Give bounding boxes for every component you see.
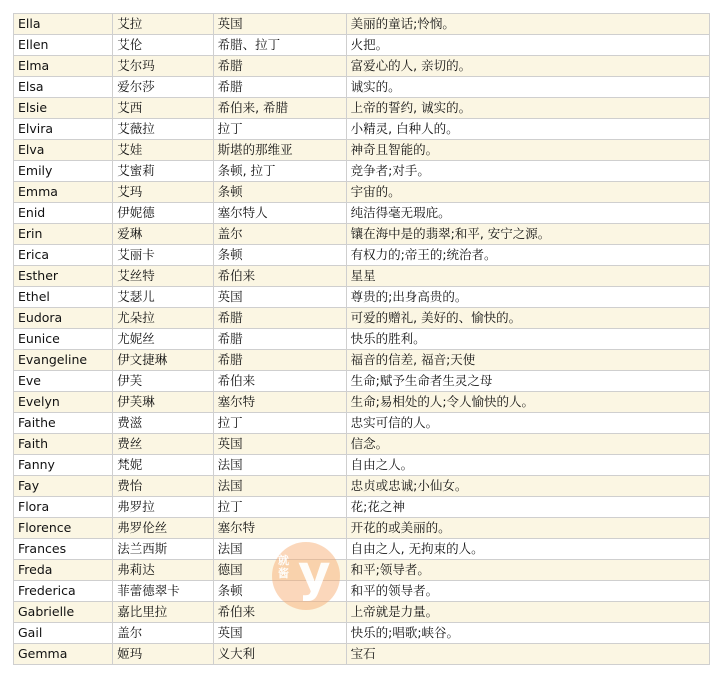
origin-cell: 希伯来 [213,266,346,287]
origin-cell: 条顿 [213,182,346,203]
table-row [14,203,710,224]
chinese-name-cell: 弗罗拉 [113,497,213,518]
table-row [14,497,710,518]
table-row [14,119,710,140]
table-row [14,266,710,287]
names-table [13,13,710,665]
origin-cell: 希腊、拉丁 [213,35,346,56]
meaning-cell: 宝石 [346,644,709,665]
chinese-name-cell: 盖尔 [113,623,213,644]
english-name-cell: Ellen [14,35,113,56]
chinese-name-cell: 艾娃 [113,140,213,161]
chinese-name-cell: 艾伦 [113,35,213,56]
english-name-cell: Faithe [14,413,113,434]
table-row [14,581,710,602]
chinese-name-cell: 艾瑟儿 [113,287,213,308]
origin-cell: 拉丁 [213,497,346,518]
origin-cell: 法国 [213,455,346,476]
origin-cell: 塞尔特 [213,392,346,413]
meaning-cell: 神奇且智能的。 [346,140,709,161]
meaning-cell: 镶在海中是的翡翠;和平, 安宁之源。 [346,224,709,245]
chinese-name-cell: 伊文捷琳 [113,350,213,371]
table-row [14,182,710,203]
english-name-cell: Gabrielle [14,602,113,623]
table-row [14,329,710,350]
table-row [14,224,710,245]
chinese-name-cell: 艾尔玛 [113,56,213,77]
english-name-cell: Eve [14,371,113,392]
origin-cell: 英国 [213,14,346,35]
english-name-cell: Enid [14,203,113,224]
table-row [14,35,710,56]
chinese-name-cell: 姬玛 [113,644,213,665]
meaning-cell: 尊贵的;出身高贵的。 [346,287,709,308]
names-table-body [14,14,710,665]
english-name-cell: Evangeline [14,350,113,371]
chinese-name-cell: 艾丝特 [113,266,213,287]
english-name-cell: Esther [14,266,113,287]
meaning-cell: 福音的信差, 福音;天使 [346,350,709,371]
chinese-name-cell: 尤朵拉 [113,308,213,329]
meaning-cell: 自由之人, 无拘束的人。 [346,539,709,560]
english-name-cell: Evelyn [14,392,113,413]
table-row [14,14,710,35]
table-row [14,287,710,308]
origin-cell: 希伯来 [213,602,346,623]
english-name-cell: Elva [14,140,113,161]
meaning-cell: 和平;领导者。 [346,560,709,581]
english-name-cell: Fay [14,476,113,497]
english-name-cell: Emily [14,161,113,182]
english-name-cell: Fanny [14,455,113,476]
chinese-name-cell: 艾丽卡 [113,245,213,266]
meaning-cell: 开花的或美丽的。 [346,518,709,539]
meaning-cell: 美丽的童话;怜悯。 [346,14,709,35]
meaning-cell: 星星 [346,266,709,287]
meaning-cell: 快乐的胜利。 [346,329,709,350]
table-row [14,539,710,560]
table-row [14,56,710,77]
origin-cell: 英国 [213,287,346,308]
english-name-cell: Frances [14,539,113,560]
meaning-cell: 信念。 [346,434,709,455]
english-name-cell: Emma [14,182,113,203]
chinese-name-cell: 艾拉 [113,14,213,35]
origin-cell: 拉丁 [213,413,346,434]
meaning-cell: 生命;赋予生命者生灵之母 [346,371,709,392]
english-name-cell: Gemma [14,644,113,665]
origin-cell: 希腊 [213,56,346,77]
chinese-name-cell: 伊芙 [113,371,213,392]
origin-cell: 义大利 [213,644,346,665]
chinese-name-cell: 艾玛 [113,182,213,203]
english-name-cell: Florence [14,518,113,539]
meaning-cell: 有权力的;帝王的;统治者。 [346,245,709,266]
english-name-cell: Faith [14,434,113,455]
origin-cell: 希腊 [213,329,346,350]
chinese-name-cell: 费滋 [113,413,213,434]
origin-cell: 希腊 [213,77,346,98]
table-row [14,140,710,161]
english-name-cell: Erica [14,245,113,266]
origin-cell: 法国 [213,539,346,560]
origin-cell: 塞尔特人 [213,203,346,224]
table-row [14,476,710,497]
watermark-letter: y [298,544,331,602]
meaning-cell: 诚实的。 [346,77,709,98]
origin-cell: 英国 [213,623,346,644]
table-row [14,392,710,413]
table-row [14,644,710,665]
english-name-cell: Gail [14,623,113,644]
chinese-name-cell: 菲蕾德翠卡 [113,581,213,602]
origin-cell: 条顿 [213,581,346,602]
chinese-name-cell: 爱尔莎 [113,77,213,98]
meaning-cell: 火把。 [346,35,709,56]
english-name-cell: Ethel [14,287,113,308]
origin-cell: 希伯来 [213,371,346,392]
english-name-cell: Frederica [14,581,113,602]
english-name-cell: Elsie [14,98,113,119]
chinese-name-cell: 伊芙琳 [113,392,213,413]
chinese-name-cell: 艾蜜莉 [113,161,213,182]
meaning-cell: 富爱心的人, 亲切的。 [346,56,709,77]
meaning-cell: 小精灵, 白种人的。 [346,119,709,140]
meaning-cell: 纯洁得毫无瑕庇。 [346,203,709,224]
chinese-name-cell: 费怡 [113,476,213,497]
english-name-cell: Elvira [14,119,113,140]
meaning-cell: 竞争者;对手。 [346,161,709,182]
english-name-cell: Eunice [14,329,113,350]
table-row [14,308,710,329]
chinese-name-cell: 伊妮德 [113,203,213,224]
table-row [14,245,710,266]
meaning-cell: 可爱的赠礼, 美好的、愉快的。 [346,308,709,329]
origin-cell: 斯堪的那维亚 [213,140,346,161]
watermark-text: 就酱 [278,554,289,580]
english-name-cell: Elma [14,56,113,77]
chinese-name-cell: 艾西 [113,98,213,119]
chinese-name-cell: 法兰西斯 [113,539,213,560]
meaning-cell: 和平的领导者。 [346,581,709,602]
origin-cell: 德国 [213,560,346,581]
table-row [14,77,710,98]
origin-cell: 盖尔 [213,224,346,245]
meaning-cell: 忠贞或忠诚;小仙女。 [346,476,709,497]
table-row [14,560,710,581]
meaning-cell: 快乐的;唱歌;峡谷。 [346,623,709,644]
chinese-name-cell: 尤妮丝 [113,329,213,350]
meaning-cell: 花;花之神 [346,497,709,518]
origin-cell: 希伯来, 希腊 [213,98,346,119]
english-name-cell: Eudora [14,308,113,329]
chinese-name-cell: 费丝 [113,434,213,455]
english-name-cell: Freda [14,560,113,581]
table-row [14,413,710,434]
chinese-name-cell: 梵妮 [113,455,213,476]
chinese-name-cell: 弗莉达 [113,560,213,581]
meaning-cell: 自由之人。 [346,455,709,476]
table-row [14,371,710,392]
meaning-cell: 上帝就是力量。 [346,602,709,623]
english-name-cell: Erin [14,224,113,245]
origin-cell: 条顿 [213,245,346,266]
table-row [14,161,710,182]
table-row [14,455,710,476]
english-name-cell: Elsa [14,77,113,98]
table-row [14,623,710,644]
table-row [14,518,710,539]
origin-cell: 拉丁 [213,119,346,140]
chinese-name-cell: 弗罗伦丝 [113,518,213,539]
origin-cell: 条顿, 拉丁 [213,161,346,182]
table-row [14,602,710,623]
chinese-name-cell: 艾薇拉 [113,119,213,140]
origin-cell: 塞尔特 [213,518,346,539]
table-row [14,350,710,371]
origin-cell: 英国 [213,434,346,455]
english-name-cell: Flora [14,497,113,518]
table-row [14,98,710,119]
chinese-name-cell: 嘉比里拉 [113,602,213,623]
origin-cell: 希腊 [213,350,346,371]
meaning-cell: 生命;易相处的人;令人愉快的人。 [346,392,709,413]
meaning-cell: 宇宙的。 [346,182,709,203]
chinese-name-cell: 爱琳 [113,224,213,245]
english-name-cell: Ella [14,14,113,35]
origin-cell: 法国 [213,476,346,497]
table-row [14,434,710,455]
origin-cell: 希腊 [213,308,346,329]
meaning-cell: 忠实可信的人。 [346,413,709,434]
watermark-logo [272,542,340,610]
meaning-cell: 上帝的誓约, 诚实的。 [346,98,709,119]
